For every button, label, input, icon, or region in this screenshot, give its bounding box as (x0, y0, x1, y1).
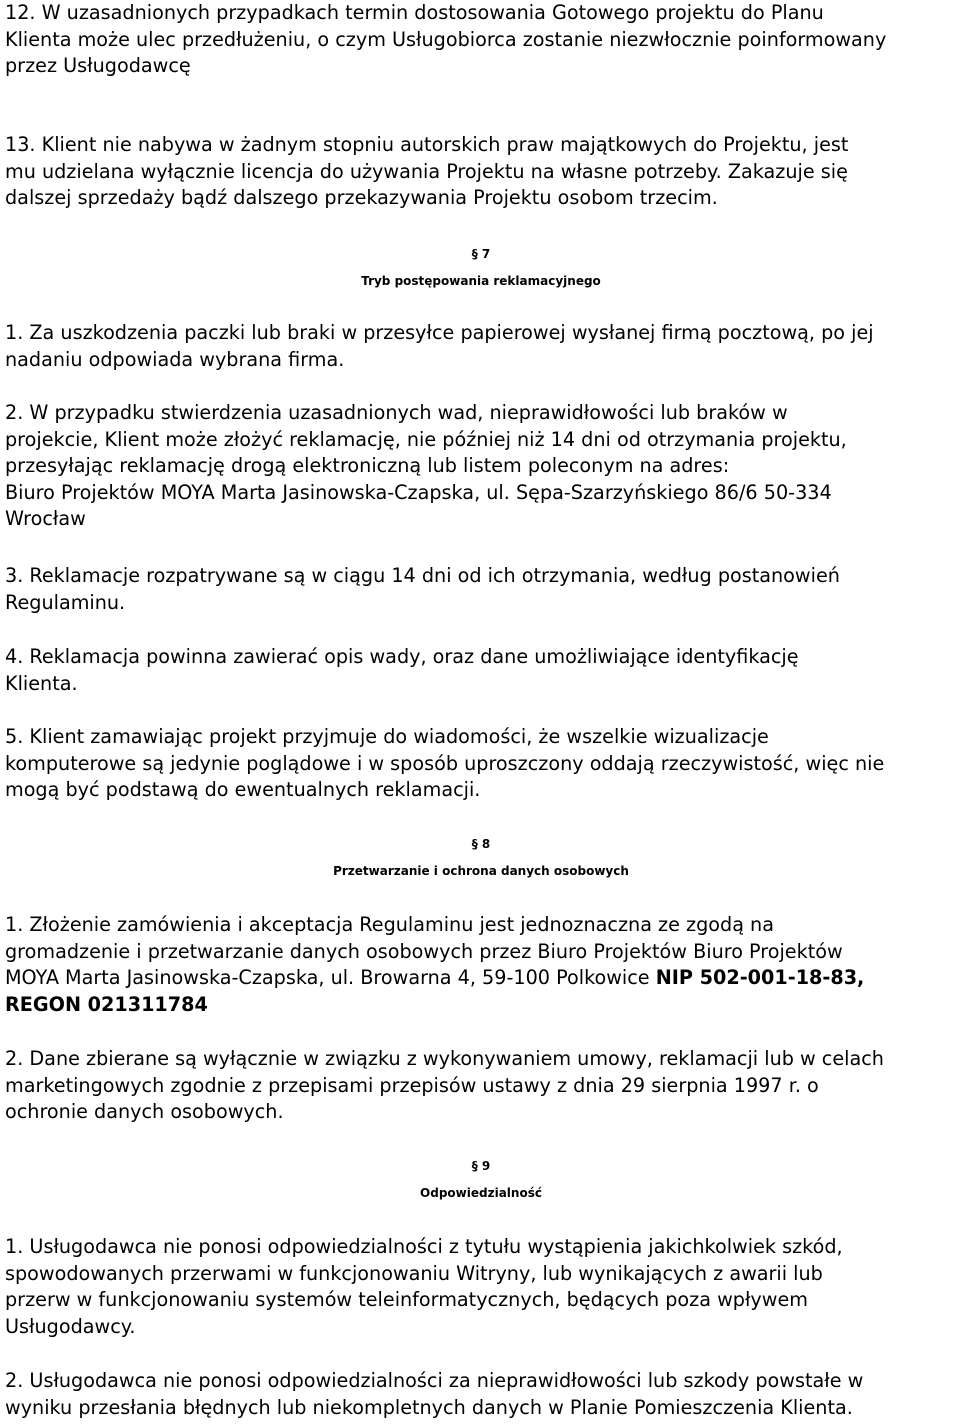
section-title: Przetwarzanie i ochrona danych osobowych (333, 863, 629, 878)
text-line: nadaniu odpowiada wybrana firma. (5, 347, 345, 371)
text-line: przerw w funkcjonowaniu systemów teleinformatycznych, będących poza wpływem (5, 1288, 808, 1311)
text-line: 13. Klient nie nabywa w żadnym stopniu autorskich praw majątkowych do Projektu, jest (5, 133, 849, 156)
text-line: gromadzenie i przetwarzanie danych osobowych przez Biuro Projektów Biuro Projektów (5, 939, 843, 963)
text-line: mogą być podstawą do ewentualnych reklamacji. (5, 778, 481, 801)
text-line: 3. Reklamacje rozpatrywane są w ciągu 14 dni od ich otrzymania, według postanowień (5, 564, 840, 587)
text-line: 2. W przypadku stwierdzenia uzasadnionych wad, nieprawidłowości lub braków w (5, 401, 788, 424)
section-title: Tryb postępowania reklamacyjnego (361, 273, 601, 288)
section-title: Odpowiedzialność (420, 1185, 542, 1200)
section-7-point-4 (5, 644, 799, 697)
section-number: § 8 (471, 837, 491, 851)
text-line: dalszej sprzedaży bądź dalszego przekazywania Projektu osobom trzecim. (5, 186, 718, 209)
text-line: Wrocław (5, 507, 86, 530)
text-line: 1. Za uszkodzenia paczki lub braki w przesyłce papierowej wysłanej firmą pocztową, po jej (5, 321, 874, 344)
text-line: spowodowanych przerwami w funkcjonowaniu Witryny, lub wynikających z awarii lub (5, 1261, 823, 1285)
section-number: § 7 (471, 247, 491, 261)
text-line: marketingowych zgodnie z przepisami przepisów ustawy z dnia 29 sierpnia 1997 r. o (5, 1073, 819, 1097)
clause-12 (5, 0, 886, 80)
text-line: 5. Klient zamawiając projekt przyjmuje do wiadomości, że wszelkie wizualizacje (5, 725, 769, 748)
address-text: MOYA Marta Jasinowska-Czapska, ul. Browarna 4, 59-100 Polkowice (5, 966, 656, 989)
text-line: Biuro Projektów MOYA Marta Jasinowska-Czapska, ul. Sępa-Szarzyńskiego 86/6 50-334 (5, 480, 832, 504)
section-9-point-2 (5, 1368, 863, 1421)
section-7-point-5 (5, 724, 884, 804)
clause-13 (5, 132, 848, 212)
text-line: 1. Usługodawca nie ponosi odpowiedzialności z tytułu wystąpienia jakichkolwiek szkód, (5, 1235, 843, 1258)
text-line: 2. Usługodawca nie ponosi odpowiedzialności za nieprawidłowości lub szkody powstałe w (5, 1369, 864, 1392)
text-line: 12. W uzasadnionych przypadkach termin dostosowania Gotowego projektu do Planu (5, 1, 824, 24)
text-line: 2. Dane zbierane są wyłącznie w związku z wykonywaniem umowy, reklamacji lub w celach (5, 1047, 884, 1070)
text-line: ochronie danych osobowych. (5, 1100, 284, 1123)
text-line: przez Usługodawcę (5, 54, 191, 77)
section-8-heading (5, 831, 957, 884)
text-line: Regulaminu. (5, 590, 126, 614)
text-line: 4. Reklamacja powinna zawierać opis wady, oraz dane umożliwiające identyfikację (5, 645, 799, 668)
section-9-heading (5, 1153, 957, 1206)
text-line: wyniku przesłania błędnych lub niekompletnych danych w Planie Pomieszczenia Klienta. (5, 1395, 853, 1419)
text-line: Klienta może ulec przedłużeniu, o czym Usługobiorca zostanie niezwłocznie poinformowany (5, 27, 887, 51)
section-7-point-3 (5, 563, 840, 616)
regon-number: REGON 021311784 (5, 992, 208, 1016)
text-line: mu udzielana wyłącznie licencja do używania Projektu na własne potrzeby. Zakazuje się (5, 159, 848, 183)
nip-number: NIP 502-001-18-83, (655, 966, 865, 989)
text-line: projekcie, Klient może złożyć reklamację, nie później niż 14 dni od otrzymania projektu, (5, 427, 847, 451)
text-line: Usługodawcy. (5, 1314, 136, 1338)
text-line: komputerowe są jedynie poglądowe i w sposób uproszczony oddają rzeczywistość, więc nie (5, 751, 885, 775)
section-7-heading (5, 241, 957, 294)
section-8-point-1 (5, 912, 864, 1018)
text-line: przesyłając reklamację drogą elektroniczną lub listem poleconym na adres: (5, 454, 730, 477)
text-line: Klienta. (5, 671, 78, 695)
section-8-point-2 (5, 1046, 884, 1126)
section-number: § 9 (471, 1159, 491, 1173)
section-7-point-1 (5, 320, 874, 373)
section-9-point-1 (5, 1234, 843, 1340)
section-7-point-2 (5, 400, 847, 533)
text-line: 1. Złożenie zamówienia i akceptacja Regulaminu jest jednoznaczna ze zgodą na (5, 913, 774, 936)
text-line (5, 965, 864, 992)
